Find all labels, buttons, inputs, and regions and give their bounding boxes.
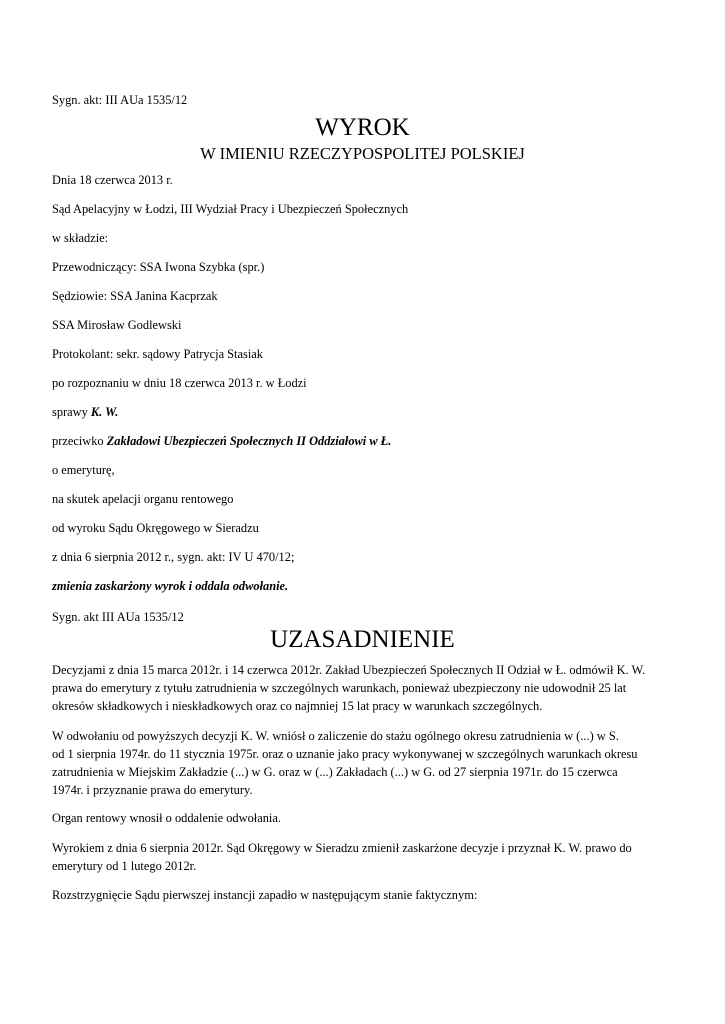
case-party: K. W.	[90, 405, 119, 419]
justification-paragraph-4	[52, 839, 674, 875]
against-line	[52, 433, 391, 449]
paragraph-line: Organ rentowy wnosił o oddalenie odwołania.	[52, 811, 281, 825]
paragraph-line: W odwołaniu od powyższych decyzji K. W. wniósł o zaliczenie do stażu ogólnego okresu zatrudnienia w (...) w S.	[52, 729, 619, 743]
against-party: Zakładowi Ubezpieczeń Społecznych II Oddziałowi w Ł.	[106, 434, 392, 448]
paragraph-line: Decyzjami z dnia 15 marca 2012r. i 14 czerwca 2012r. Zakład Ubezpieczeń Społecznych II Odział w Ł. odmówił K. W.	[52, 663, 646, 677]
paragraph-line: prawa do emerytury z tytułu zatrudnienia w szczególnych warunkach, ponieważ ubezpieczony nie udowodnił 25 lat	[52, 681, 627, 695]
ruling: zmienia zaskarżony wyrok i oddala odwołanie.	[52, 579, 289, 593]
lower-court-judgment: od wyroku Sądu Okręgowego w Sieradzu	[52, 521, 259, 535]
presiding-judge: Przewodniczący: SSA Iwona Szybka (spr.)	[52, 260, 265, 274]
judgment-date: Dnia 18 czerwca 2013 r.	[52, 173, 173, 187]
case-number: Sygn. akt: III AUa 1535/12	[52, 93, 188, 107]
paragraph-line: Wyrokiem z dnia 6 sierpnia 2012r. Sąd Okręgowy w Sieradzu zmienił zaskarżone decyzje i przyznał K. W. prawo do	[52, 841, 632, 855]
hearing-info: po rozpoznaniu w dniu 18 czerwca 2013 r. w Łodzi	[52, 376, 307, 390]
case-party-line	[52, 404, 118, 420]
judges: Sędziowie: SSA Janina Kacprzak	[52, 289, 218, 303]
justification-paragraph-1	[52, 661, 674, 715]
lower-judgment-date: z dnia 6 sierpnia 2012 r., sygn. akt: IV U 470/12;	[52, 550, 295, 564]
justification-case-number: Sygn. akt III AUa 1535/12	[52, 610, 184, 624]
justification-paragraph-3	[52, 809, 674, 827]
court-clerk: Protokolant: sekr. sądowy Patrycja Stasiak	[52, 347, 263, 361]
paragraph-line: okresów składkowych i nieskładkowych oraz co najmniej 15 lat pracy w warunkach szczególnych.	[52, 699, 543, 713]
justification-title: UZASADNIENIE	[270, 626, 455, 653]
second-judge: SSA Mirosław Godlewski	[52, 318, 182, 332]
paragraph-line: zatrudnienia w Miejskim Zakładzie (...) w G. oraz w (...) Zakładach (...) w G. od 27 sierpnia 1971r. do 15 czerwca	[52, 765, 618, 779]
case-prefix: sprawy	[52, 405, 91, 419]
document-subtitle: W IMIENIU RZECZYPOSPOLITEJ POLSKIEJ	[200, 144, 525, 163]
case-subject: o emeryturę,	[52, 463, 115, 477]
composition-label: w składzie:	[52, 231, 109, 245]
against-prefix: przeciwko	[52, 434, 107, 448]
appeal-info: na skutek apelacji organu rentowego	[52, 492, 234, 506]
document-title: WYROK	[315, 114, 410, 141]
paragraph-line: 1974r. i przyznanie prawa do emerytury.	[52, 783, 253, 797]
paragraph-line: emerytury od 1 lutego 2012r.	[52, 859, 197, 873]
paragraph-line: od 1 sierpnia 1974r. do 11 stycznia 1975r. oraz o uznanie jako pracy wykonywanej w szczególnych warunkach okresu	[52, 747, 638, 761]
court-name: Sąd Apelacyjny w Łodzi, III Wydział Pracy i Ubezpieczeń Społecznych	[52, 202, 409, 216]
justification-paragraph-2	[52, 727, 674, 799]
paragraph-line: Rozstrzygnięcie Sądu pierwszej instancji zapadło w następującym stanie faktycznym:	[52, 888, 478, 902]
justification-paragraph-5	[52, 886, 674, 904]
